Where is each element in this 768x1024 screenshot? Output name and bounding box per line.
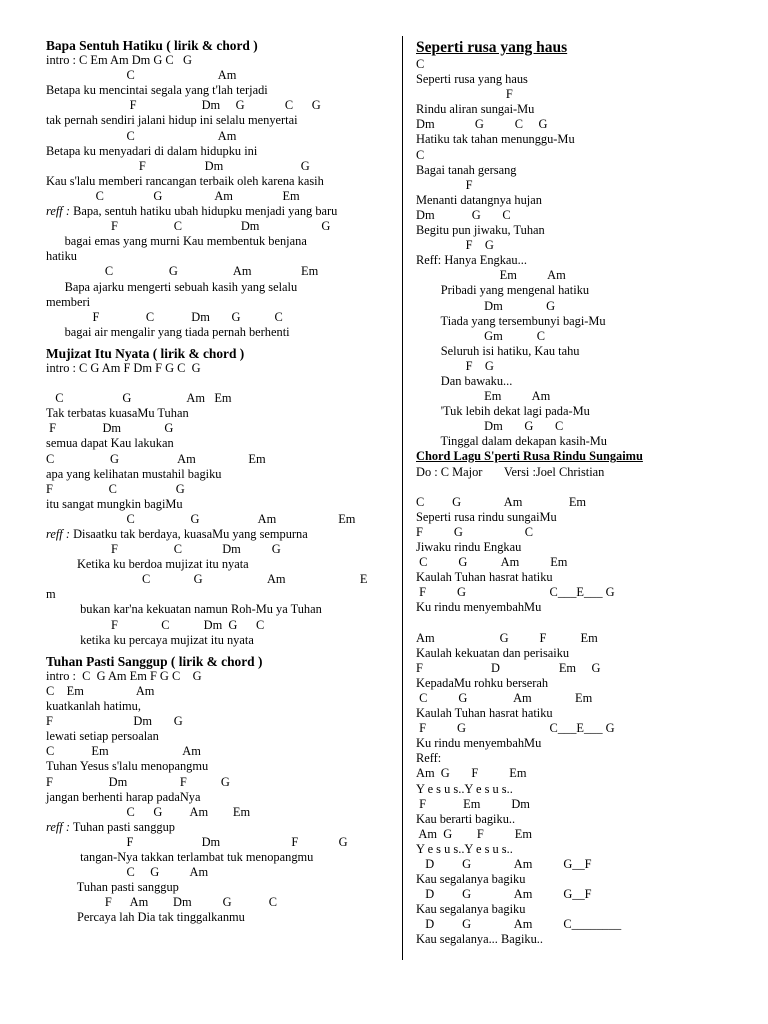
- blank-line: [46, 376, 396, 391]
- line-text: Bagai tanah gersang: [416, 162, 517, 177]
- line-text: Tiada yang tersembunyi bagi-Mu: [416, 313, 606, 328]
- line-text: Bapa, sentuh hatiku ubah hidupku menjadi yang baru: [69, 204, 338, 219]
- lyric-line: [46, 189, 396, 204]
- lyric-line: [416, 102, 746, 117]
- lyric-line: [46, 542, 396, 557]
- lyric-line: [46, 53, 396, 68]
- line-text: Am G F Em: [416, 826, 532, 841]
- blank-line: [416, 480, 746, 495]
- line-text: Dm G C: [416, 419, 564, 434]
- lyric-line: [416, 917, 746, 932]
- line-text: F C G: [46, 481, 185, 496]
- lyric-line: [46, 587, 396, 602]
- lyric-line: [416, 314, 746, 329]
- line-text: C Em Am: [46, 683, 155, 698]
- lyric-line: [416, 812, 746, 827]
- song-title: [46, 346, 396, 361]
- line-text: C Am: [46, 68, 237, 83]
- line-text: Gm C: [416, 328, 546, 343]
- line-text: C G Am: [46, 865, 209, 880]
- line-text: F G: [416, 238, 494, 253]
- line-text: Kau segalanya bagiku: [416, 902, 526, 917]
- line-text: C G Am Em: [46, 451, 266, 466]
- line-text: Am G F Em: [416, 766, 527, 781]
- line-text: F G: [416, 358, 494, 373]
- line-text: Rindu aliran sungai-Mu: [416, 102, 535, 117]
- lyric-line: [46, 467, 396, 482]
- line-text: Y e s u s..Y e s u s..: [416, 841, 513, 856]
- lyric-line: [46, 421, 396, 436]
- line-text: Tuhan Yesus s'lalu menopangmu: [46, 759, 209, 774]
- line-text: C: [416, 147, 425, 162]
- line-text: C G Am Em: [46, 804, 251, 819]
- line-text: C G Am Em: [46, 188, 300, 203]
- lyric-line: [416, 404, 746, 419]
- lyric-line: [416, 465, 746, 480]
- lyric-line: [46, 249, 396, 264]
- lyric-line: [416, 872, 746, 887]
- line-text: C G Am Em: [46, 391, 232, 406]
- line-text: itu sangat mungkin bagiMu: [46, 496, 183, 511]
- lyric-line: [416, 721, 746, 736]
- lyric-line: [46, 98, 396, 113]
- line-text: Hatiku tak tahan menunggu-Mu: [416, 132, 575, 147]
- line-text: C G Am E: [46, 572, 368, 587]
- line-text: Kaulah Tuhan hasrat hatiku: [416, 570, 553, 585]
- lyric-line: [416, 329, 746, 344]
- line-text: C G Am Em: [416, 690, 593, 705]
- line-text: F C Dm G C: [46, 617, 265, 632]
- line-text: semua dapat Kau lakukan: [46, 436, 174, 451]
- lyric-line: [416, 389, 746, 404]
- line-text: Dm G: [416, 298, 556, 313]
- lyric-line: [416, 902, 746, 917]
- line-text: Begitu pun jiwaku, Tuhan: [416, 223, 545, 238]
- line-text: Seluruh isi hatiku, Kau tahu: [416, 343, 580, 358]
- lyric-line: [416, 434, 746, 449]
- lyric-line: [416, 600, 746, 615]
- line-text: intro : C G Am Em F G C G: [46, 668, 202, 683]
- lyric-line: [46, 895, 396, 910]
- lyric-line: [46, 790, 396, 805]
- lyric-line: [46, 482, 396, 497]
- line-text: 'Tuk lebih dekat lagi pada-Mu: [416, 404, 590, 419]
- lyric-line: [46, 512, 396, 527]
- line-text: Kaulah kekuatan dan perisaiku: [416, 645, 570, 660]
- lyric-line: [416, 782, 746, 797]
- line-text: F: [416, 87, 513, 102]
- line-text: ketika ku percaya mujizat itu nyata: [46, 632, 254, 647]
- lyric-line: [416, 132, 746, 147]
- line-text: Seperti rusa rindu sungaiMu: [416, 509, 557, 524]
- line-text: Reff: Hanya Engkau...: [416, 253, 527, 268]
- lyric-line: [416, 208, 746, 223]
- line-text: Kau berarti bagiku..: [416, 811, 516, 826]
- lyric-line: [416, 299, 746, 314]
- line-text: F G C___E___ G: [416, 721, 615, 736]
- reff-label: reff :: [46, 527, 70, 541]
- lyric-line: [416, 631, 746, 646]
- song-title: [416, 38, 746, 57]
- lyric-line: [416, 827, 746, 842]
- lyric-line: [416, 72, 746, 87]
- line-text: Seperti rusa yang haus: [416, 39, 568, 56]
- line-text: C G Am Em: [416, 494, 587, 509]
- lyric-line: [416, 193, 746, 208]
- lyric-line: [46, 280, 396, 295]
- lyric-line: [46, 129, 396, 144]
- lyric-line: [46, 684, 396, 699]
- lyric-line: [416, 419, 746, 434]
- line-text: tangan-Nya takkan terlambat tuk menopangmu: [46, 849, 314, 864]
- line-text: Jiwaku rindu Engkau: [416, 540, 522, 554]
- line-text: D G Am C________: [416, 917, 622, 932]
- song-title: [416, 449, 746, 464]
- line-text: Ku rindu menyembahMu: [416, 736, 542, 751]
- line-text: Kaulah Tuhan hasrat hatiku: [416, 706, 553, 721]
- lyric-line: [46, 820, 396, 835]
- lyric-line: [416, 766, 746, 781]
- lyric-line: [46, 602, 396, 617]
- line-text: bagai air mengalir yang tiada pernah berhenti: [46, 324, 290, 339]
- left-column: [46, 38, 396, 925]
- lyric-line: [416, 117, 746, 132]
- lyric-line: [46, 775, 396, 790]
- lyric-line: [416, 540, 746, 555]
- line-text: Mujizat Itu Nyata ( lirik & chord ): [46, 345, 245, 361]
- line-text: Betapa ku menyadari di dalam hidupku ini: [46, 143, 258, 158]
- lyric-line: [46, 714, 396, 729]
- lyric-line: [416, 178, 746, 193]
- line-text: Tuhan Pasti Sanggup ( lirik & chord ): [46, 653, 263, 669]
- lyric-line: [46, 805, 396, 820]
- line-text: Kau s'lalu memberi rancangan terbaik oleh karena kasih: [46, 173, 324, 188]
- lyric-line: [416, 344, 746, 359]
- lyric-line: [46, 835, 396, 850]
- line-text: lewati setiap persoalan: [46, 729, 159, 744]
- line-text: F Dm F G: [46, 774, 230, 789]
- line-text: Tuhan pasti sanggup: [69, 819, 175, 834]
- line-text: Reff:: [416, 751, 442, 766]
- lyric-line: [416, 887, 746, 902]
- line-text: C Am: [46, 128, 237, 143]
- lyric-line: [46, 361, 396, 376]
- song-title: [46, 654, 396, 669]
- lyric-line: [416, 87, 746, 102]
- line-text: tak pernah sendiri jalani hidup ini selalu menyertai: [46, 113, 298, 128]
- blank-line: [416, 615, 746, 630]
- line-text: Em Am: [416, 389, 551, 404]
- line-text: Am G F Em: [416, 630, 598, 645]
- line-text: F: [416, 177, 473, 192]
- line-text: Disaatku tak berdaya, kuasaMu yang sempurna: [69, 527, 308, 541]
- lyric-line: [416, 706, 746, 721]
- line-text: C G Am Em: [46, 264, 319, 279]
- lyric-line: [46, 759, 396, 774]
- line-text: Kau segalanya... Bagiku..: [416, 932, 543, 947]
- lyric-line: [46, 669, 396, 684]
- line-text: intro : C G Am F Dm F G C G: [46, 360, 201, 375]
- line-text: Dan bawaku...: [416, 373, 513, 388]
- line-text: F Em Dm: [416, 796, 530, 811]
- line-text: C Em Am: [46, 744, 201, 759]
- line-text: F Dm G: [46, 158, 310, 173]
- lyric-line: [416, 510, 746, 525]
- line-text: Menanti datangnya hujan: [416, 192, 542, 207]
- line-text: C G Am Em: [46, 511, 356, 526]
- line-text: D G Am G__F: [416, 856, 592, 871]
- line-text: Percaya lah Dia tak tinggalkanmu: [46, 910, 245, 925]
- lyric-line: [46, 68, 396, 83]
- line-text: kuatkanlah hatimu,: [46, 699, 141, 714]
- right-column: [416, 38, 746, 948]
- line-text: F G C___E___ G: [416, 585, 615, 600]
- line-text: Tuhan pasti sanggup: [46, 880, 179, 895]
- lyric-line: [46, 144, 396, 159]
- lyric-line: [416, 148, 746, 163]
- lyric-line: [416, 751, 746, 766]
- lyric-line: [46, 219, 396, 234]
- line-text: Tak terbatas kuasaMu Tuhan: [46, 406, 189, 421]
- lyric-line: [46, 633, 396, 648]
- lyric-line: [46, 174, 396, 189]
- lyric-line: [46, 497, 396, 512]
- lyric-line: [46, 618, 396, 633]
- line-text: Pribadi yang mengenal hatiku: [416, 283, 590, 298]
- lyric-line: [46, 391, 396, 406]
- line-text: F C Dm G: [46, 542, 281, 557]
- reff-label: reff :: [46, 204, 70, 219]
- line-text: D G Am G__F: [416, 887, 592, 902]
- line-text: bukan kar'na kekuatan namun Roh-Mu ya Tuhan: [46, 602, 322, 617]
- lyric-line: [46, 527, 396, 542]
- lyric-line: [416, 570, 746, 585]
- line-text: F Dm F G: [46, 834, 348, 849]
- lyric-line: [416, 857, 746, 872]
- lyric-line: [416, 238, 746, 253]
- lyric-line: [416, 661, 746, 676]
- lyric-line: [416, 253, 746, 268]
- line-text: Bapa ajarku mengerti sebuah kasih yang selalu: [46, 279, 298, 294]
- line-text: F C Dm G: [46, 219, 331, 234]
- line-text: Y e s u s..Y e s u s..: [416, 781, 513, 796]
- lyric-line: [46, 295, 396, 310]
- line-text: Do : C Major Versi :Joel Christian: [416, 464, 605, 479]
- lyric-line: [416, 163, 746, 178]
- lyric-line: [416, 495, 746, 510]
- lyric-line: [46, 436, 396, 451]
- lyric-line: [46, 204, 396, 219]
- reff-label: reff :: [46, 819, 70, 834]
- song-title: [46, 38, 396, 53]
- line-text: KepadaMu rohku berserah: [416, 675, 549, 690]
- lyric-line: [416, 585, 746, 600]
- lyric-line: [416, 646, 746, 661]
- lyric-line: [46, 264, 396, 279]
- line-text: Kau segalanya bagiku: [416, 872, 526, 887]
- lyric-line: [46, 699, 396, 714]
- lyric-line: [416, 374, 746, 389]
- line-text: F C Dm G C: [46, 309, 283, 324]
- line-text: F D Em G: [416, 660, 601, 675]
- line-text: F Dm G: [46, 714, 183, 729]
- lyric-line: [416, 555, 746, 570]
- line-text: bagai emas yang murni Kau membentuk benjana: [46, 234, 307, 249]
- column-divider: [402, 36, 403, 960]
- line-text: jangan berhenti harap padaNya: [46, 789, 201, 804]
- lyric-line: [46, 234, 396, 249]
- line-text: memberi: [46, 294, 91, 309]
- line-text: F Am Dm G C: [46, 895, 277, 910]
- lyric-line: [46, 406, 396, 421]
- lyric-line: [46, 744, 396, 759]
- line-text: Chord Lagu S'perti Rusa Rindu Sungaimu: [416, 449, 643, 464]
- line-text: C: [416, 57, 425, 71]
- lyric-line: [416, 932, 746, 947]
- lyric-line: [46, 572, 396, 587]
- line-text: apa yang kelihatan mustahil bagiku: [46, 466, 222, 481]
- line-text: intro : C Em Am Dm G C G: [46, 53, 192, 68]
- line-text: Em Am: [416, 268, 566, 283]
- line-text: F G C: [416, 524, 534, 539]
- line-text: Ketika ku berdoa mujizat itu nyata: [46, 557, 249, 572]
- lyric-line: [46, 557, 396, 572]
- lyric-line: [416, 223, 746, 238]
- lyric-line: [46, 325, 396, 340]
- lyric-line: [416, 57, 746, 72]
- line-text: m: [46, 587, 56, 602]
- lyric-line: [416, 842, 746, 857]
- lyric-line: [416, 268, 746, 283]
- lyric-line: [46, 310, 396, 325]
- lyric-line: [46, 159, 396, 174]
- line-text: hatiku: [46, 249, 77, 264]
- lyric-line: [416, 797, 746, 812]
- line-text: Betapa ku mencintai segala yang t'lah terjadi: [46, 83, 268, 98]
- lyric-line: [46, 910, 396, 925]
- line-text: Bapa Sentuh Hatiku ( lirik & chord ): [46, 38, 258, 53]
- line-text: Tinggal dalam dekapan kasih-Mu: [416, 434, 608, 449]
- line-text: Dm G C G: [416, 117, 548, 132]
- line-text: Ku rindu menyembahMu: [416, 600, 542, 615]
- line-text: C G Am Em: [416, 555, 568, 570]
- lyric-line: [46, 865, 396, 880]
- lyric-line: [46, 850, 396, 865]
- lyric-line: [416, 359, 746, 374]
- line-text: Seperti rusa yang haus: [416, 72, 528, 87]
- lyric-line: [416, 736, 746, 751]
- lyric-line: [46, 729, 396, 744]
- line-text: Dm G C: [416, 207, 511, 222]
- lyric-line: [46, 452, 396, 467]
- lyric-line: [416, 283, 746, 298]
- lyric-line: [416, 525, 746, 540]
- line-text: F Dm G C G: [46, 98, 321, 113]
- lyric-line: [46, 880, 396, 895]
- lyric-line: [416, 676, 746, 691]
- lyric-line: [46, 83, 396, 98]
- line-text: F Dm G: [46, 421, 174, 436]
- lyric-line: [46, 113, 396, 128]
- lyric-line: [416, 691, 746, 706]
